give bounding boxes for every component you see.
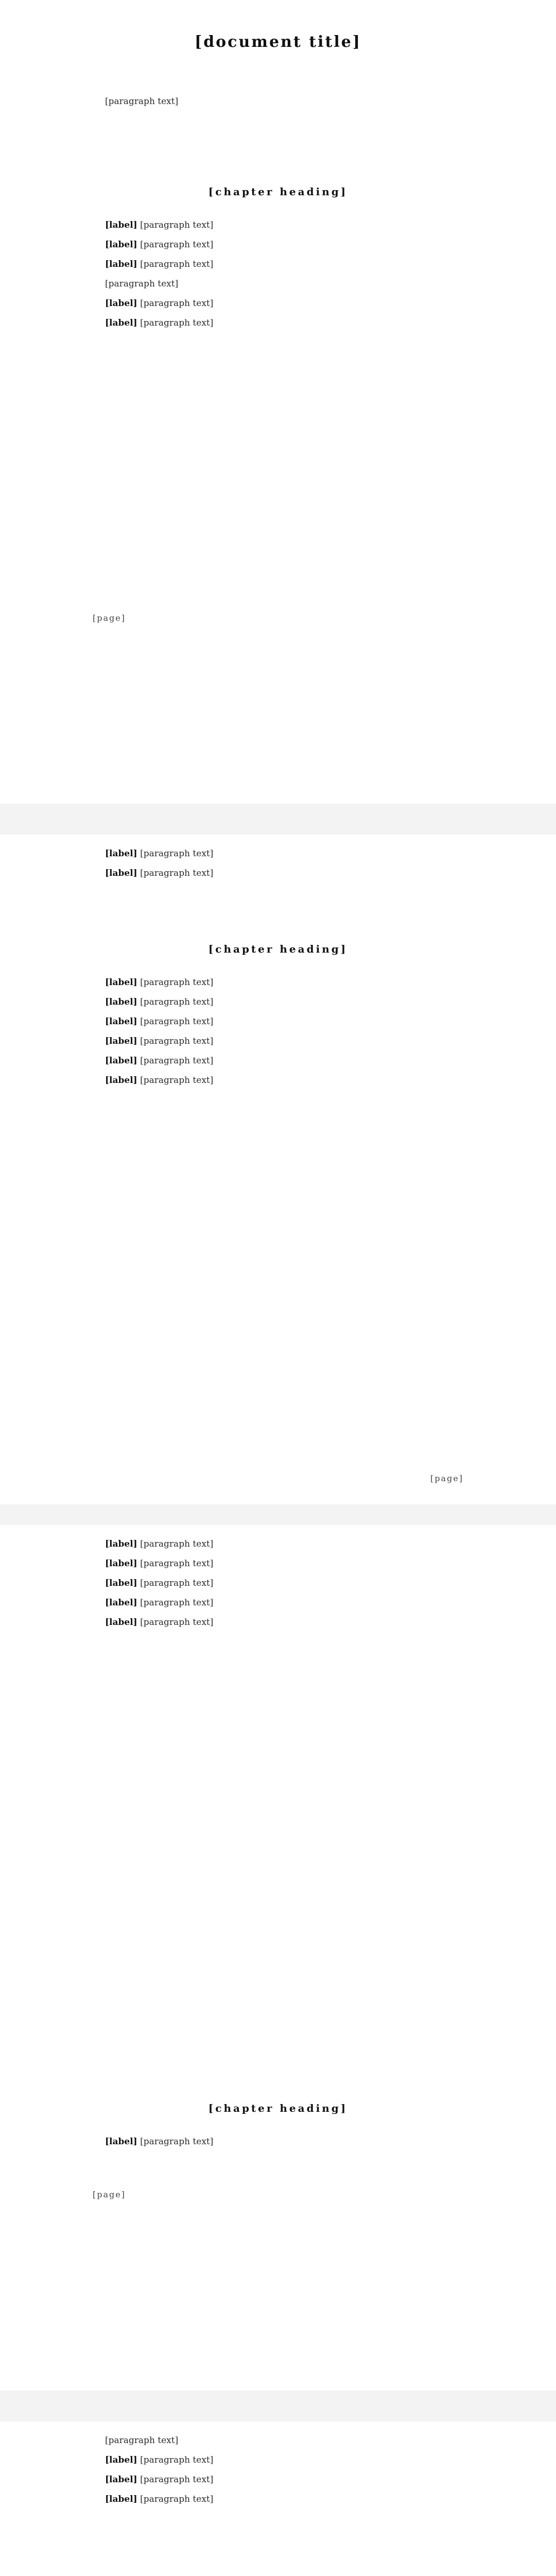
extra-paragraph: [paragraph text] [105,279,179,289]
article-label: [label] [105,2455,137,2465]
article-label: [label] [105,1598,137,1608]
article-label: [label] [105,1075,137,1086]
document-page-3 [0,1525,556,2391]
article-label: [label] [105,259,137,269]
article [88,256,468,273]
article [88,1614,468,1631]
chapter-2-body [88,974,468,1091]
article [88,2490,468,2508]
article-label: [label] [105,1056,137,1066]
article-label: [label] [105,1617,137,1628]
article-text: [paragraph text] [140,298,214,309]
page-gap [0,1504,556,1525]
chapter-1-body [88,216,468,334]
article-label: [label] [105,2494,137,2504]
article [88,1052,468,1070]
article-text: [paragraph text] [140,1539,214,1549]
article [88,1013,468,1030]
article [88,314,468,332]
article-text: [paragraph text] [140,1016,214,1027]
article-text: [paragraph text] [140,868,214,878]
article-label: [label] [105,2475,137,2485]
article-label: [label] [105,1558,137,1569]
document-page-4 [0,2421,556,2576]
article-label: [label] [105,849,137,859]
chapter-2-continued [88,1535,468,1633]
document-title: [document title] [195,33,361,51]
article-label: [label] [105,220,137,230]
chapter-3-body [88,2133,468,2153]
article-label: [label] [105,1016,137,1027]
article-text: [paragraph text] [140,220,214,230]
page-number: [page] [93,2190,126,2199]
article-label: [label] [105,2137,137,2147]
article [88,295,468,312]
article [88,2133,468,2150]
article [88,2451,468,2469]
chapter-3-continued [88,2432,468,2510]
article [88,865,468,882]
article [88,2471,468,2488]
page-number: [page] [430,1473,463,1483]
article-text: [paragraph text] [140,318,214,328]
article-text: [paragraph text] [140,1558,214,1569]
article-text: [paragraph text] [140,849,214,859]
article-text: [paragraph text] [140,1598,214,1608]
article-text: [paragraph text] [140,2494,214,2504]
document-page-1 [0,0,556,804]
page-gap [0,2391,556,2421]
article [88,236,468,253]
article [88,216,468,234]
article-label: [label] [105,318,137,328]
article-text: [paragraph text] [140,977,214,988]
document-page-2 [0,835,556,1504]
article [88,1574,468,1592]
article-text: [paragraph text] [140,2137,214,2147]
article-label: [label] [105,977,137,988]
article-label: [label] [105,1539,137,1549]
chapter-3-heading: [chapter heading] [208,2102,348,2114]
preamble-block [88,93,468,112]
article [88,1555,468,1572]
article [88,1594,468,1612]
chapter-1-heading: [chapter heading] [208,185,348,198]
article-text: [paragraph text] [140,1036,214,1046]
preamble-paragraph: [paragraph text] [105,96,179,107]
page-number: [page] [93,613,126,623]
article-text: [paragraph text] [140,997,214,1007]
article-text: [paragraph text] [140,1056,214,1066]
article [88,1032,468,1050]
article-text: [paragraph text] [140,1075,214,1086]
article-label: [label] [105,997,137,1007]
page-gap [0,804,556,835]
article [88,1535,468,1553]
article [88,845,468,862]
chapter-1-continued [88,845,468,884]
article-text: [paragraph text] [140,240,214,250]
article-label: [label] [105,240,137,250]
article-label: [label] [105,868,137,878]
chapter-2-heading: [chapter heading] [208,943,348,955]
article-text: [paragraph text] [140,2455,214,2465]
article-text: [paragraph text] [140,2475,214,2485]
extra-paragraph: [paragraph text] [105,2435,179,2446]
article-text: [paragraph text] [140,1578,214,1588]
article-text: [paragraph text] [140,1617,214,1628]
article [88,993,468,1011]
article [88,1072,468,1089]
article-label: [label] [105,1578,137,1588]
article-label: [label] [105,298,137,309]
article-label: [label] [105,1036,137,1046]
article-text: [paragraph text] [140,259,214,269]
article [88,974,468,991]
